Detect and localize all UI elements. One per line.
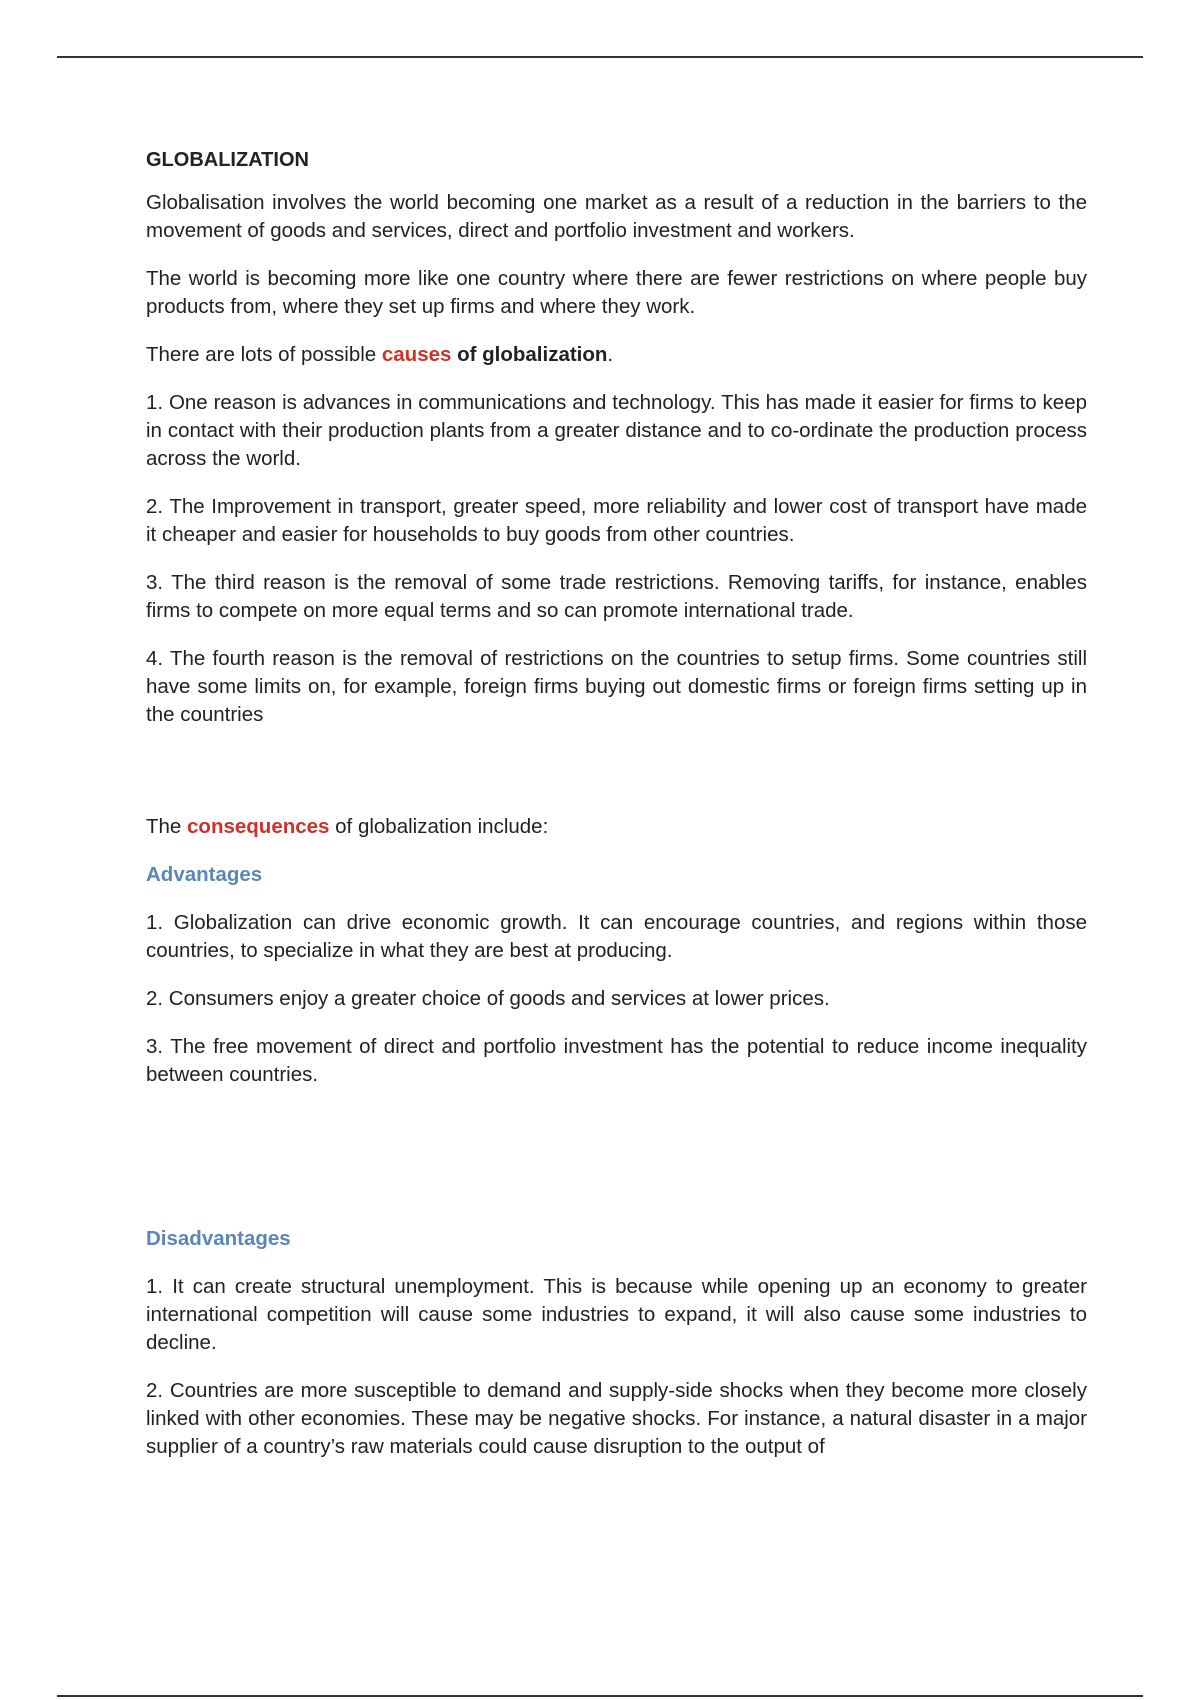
document-title: GLOBALIZATION (146, 149, 309, 171)
causes-intro-after: . (607, 343, 614, 366)
disadvantages-heading: Disadvantages (146, 1227, 291, 1250)
advantage-item-1: 1. Globalization can drive economic growth. It can encourage countries, and regions within those countries, to specialize in what they are best at producing. (146, 911, 1087, 962)
causes-highlight: causes (381, 343, 452, 366)
advantage-item-2: 2. Consumers enjoy a greater choice of goods and services at lower prices. (146, 987, 830, 1010)
intro-paragraph-1: Globalisation involves the world becoming one market as a result of a reduction in the barriers to the movement of goods and services, direct and portfolio investment and workers. (146, 191, 1087, 242)
advantage-item-3: 3. The free movement of direct and portfolio investment has the potential to reduce income inequality between countries. (146, 1035, 1087, 1086)
intro-paragraph-2: The world is becoming more like one country where there are fewer restrictions on where people buy products from, where they set up firms and where they work. (146, 267, 1087, 318)
causes-intro-bold: of globalization (451, 343, 608, 366)
disadvantage-item-2: 2. Countries are more susceptible to demand and supply-side shocks when they become more closely linked with other economies. These may be negative shocks. For instance, a natural disaster in a major supplier of a country’s raw materials could cause disruption to the output of (146, 1379, 1087, 1458)
consequences-intro-before: The (146, 815, 188, 838)
advantages-heading: Advantages (146, 863, 263, 886)
consequences-intro-after: of globalization include: (329, 815, 549, 838)
cause-item-1: 1. One reason is advances in communications and technology. This has made it easier for firms to keep in contact with their production plants from a greater distance and to co-ordinate the production process across the world. (146, 391, 1087, 470)
cause-item-3: 3. The third reason is the removal of some trade restrictions. Removing tariffs, for instance, enables firms to compete on more equal terms and so can promote international trade. (146, 571, 1087, 622)
cause-item-4: 4. The fourth reason is the removal of restrictions on the countries to setup firms. Some countries still have some limits on, for example, foreign firms buying out domestic firms or foreign firms setting up in the countries (146, 647, 1087, 726)
causes-intro (146, 341, 1087, 369)
spacer (146, 749, 1087, 813)
consequences-intro (146, 813, 1087, 841)
document-body (146, 146, 1087, 1481)
cause-item-2: 2. The Improvement in transport, greater speed, more reliability and lower cost of transport have made it cheaper and easier for households to buy goods from other countries. (146, 495, 1087, 546)
disadvantage-item-1: 1. It can create structural unemployment. This is because while opening up an economy to greater international competition will cause some industries to expand, it will also cause some industries to decline. (146, 1275, 1087, 1354)
footer-rule (57, 1695, 1143, 1697)
header-rule (57, 56, 1143, 58)
spacer (146, 1109, 1087, 1225)
causes-intro-before: There are lots of possible (146, 343, 382, 366)
consequences-highlight: consequences (187, 815, 330, 838)
